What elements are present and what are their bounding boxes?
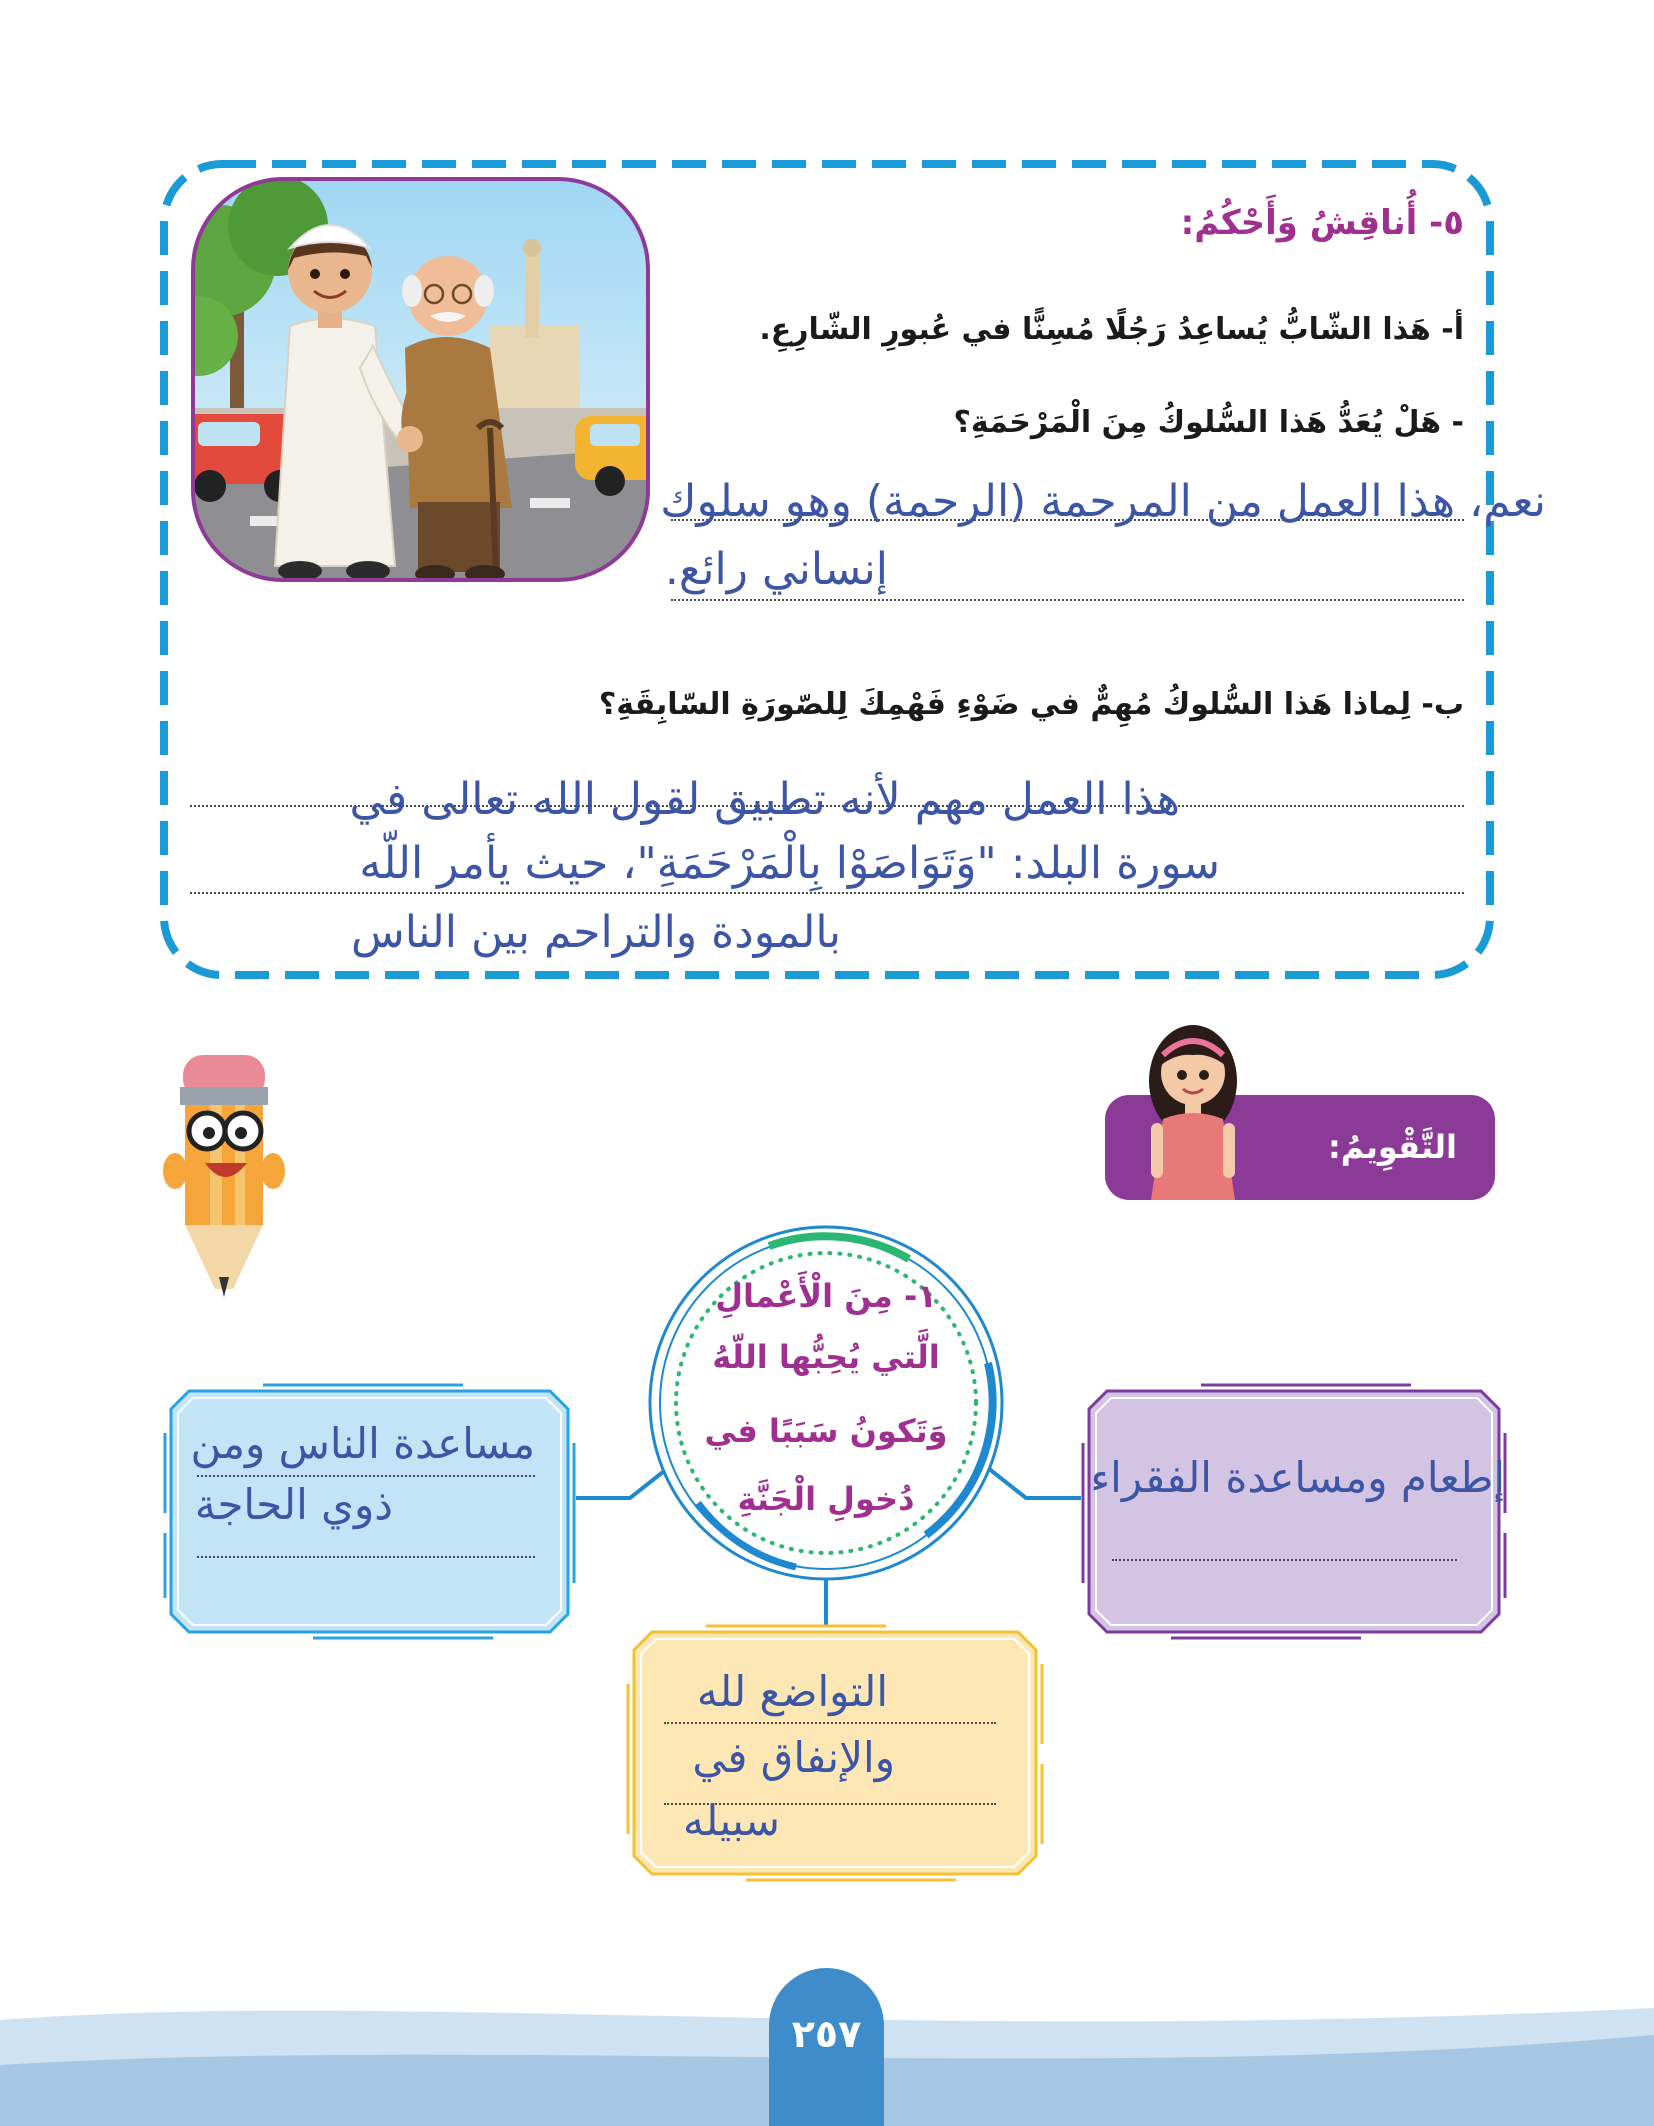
page-number-pill [769,1968,884,2126]
answer-line [1112,1559,1457,1561]
question-b: ب- لِماذا هَذا السُّلوكُ مُهِمٌّ في ضَوْءِ فَهْمِكَ لِلصّورَةِ السّابِقَةِ؟ [598,687,1464,722]
center-prompt-line-2: الَّتي يُحِبُّها اللّهُ [712,1338,940,1376]
answer-line [197,1475,535,1477]
question-a: - هَلْ يُعَدُّ هَذا السُّلوكُ مِنَ الْمَرْحَمَةِ؟ [953,405,1464,440]
center-prompt [676,1275,976,1525]
answer-a-line-2: إنساني رائع. [664,544,888,595]
handshake [397,426,423,452]
pencil-band [180,1087,268,1105]
answer-line [197,1556,535,1558]
left-answer-line-1: مساعدة الناس ومن [190,1419,535,1468]
girl-avatar-icon [1139,1019,1247,1200]
answer-line [190,892,1464,894]
exercise-title: ٥- أُناقِشُ وَأَحْكُمُ: [1180,203,1464,243]
statement-a: أ- هَذا الشّابُّ يُساعِدُ رَجُلًا مُسِنًّا في عُبورِ الشّارِعِ. [759,312,1464,347]
evaluation-heading: التَّقْوِيمُ: [1327,1128,1457,1166]
answer-line [664,1722,996,1724]
bottom-answer-line-2: والإنفاق في [692,1733,895,1782]
answer-a-line-1: نعم، هذا العمل من المرحمة (الرحمة) وهو سلوك [660,476,1546,527]
left-answer-line-2: ذوي الحاجة [194,1480,393,1529]
pencil-mascot-icon [163,1051,285,1301]
pencil-arm-right [261,1153,285,1189]
answer-b-line-1: هذا العمل مهم لأنه تطبيق لقول الله تعالى في [349,774,1180,825]
answer-b-line-3: بالمودة والتراحم بين الناس [350,907,841,958]
center-prompt-line-4: دُخولِ الْجَنَّةِ [737,1480,915,1518]
page-number: ٢٥٧ [791,2012,862,2056]
bottom-answer-line-1: التواضع لله [696,1667,888,1716]
right-answer-box [1081,1383,1507,1640]
girl-dress [1151,1113,1235,1200]
answer-b-line-2: سورة البلد: "وَتَوَاصَوْا بِالْمَرْحَمَةِ"، حيث يأمر اللّه [359,838,1220,889]
answer-line [671,599,1464,601]
center-prompt-line-3: وَتَكونُ سَبَبًا في [704,1412,948,1450]
bottom-answer-line-3: سبيله [683,1796,780,1845]
right-answer-line-1: إطعام ومساعدة الفقراء [1090,1453,1505,1502]
illustration-helping-elderly [190,176,651,583]
pencil-arm-left [163,1153,187,1189]
center-prompt-line-1: ١- مِنَ الْأَعْمالِ [715,1277,937,1315]
